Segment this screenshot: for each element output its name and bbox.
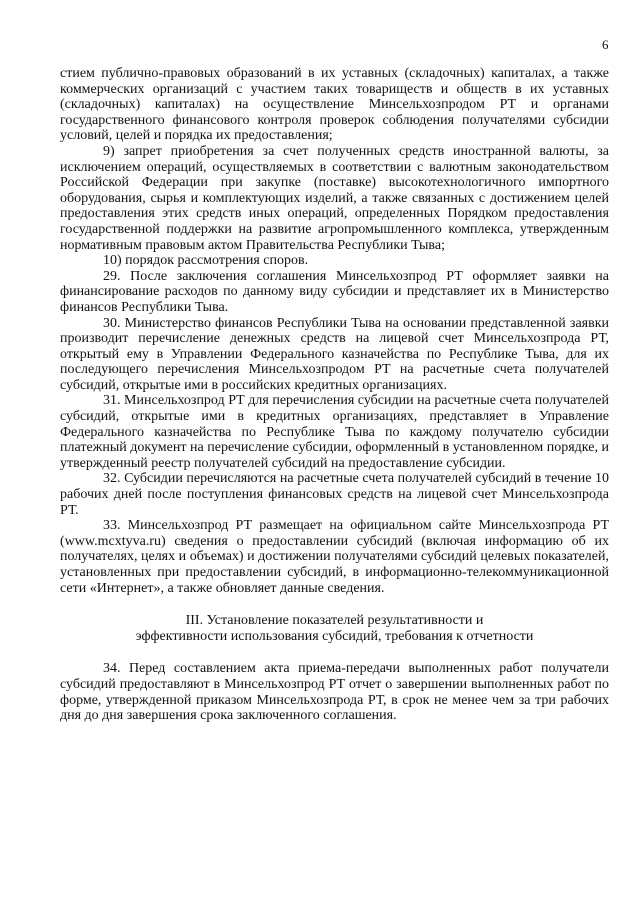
paragraph-34: 34. Перед составлением акта приема-передачи выполненных работ получатели субсидий предоставляют в Минсельхозпрод РТ отчет о завершении выполненных работ по форме, утвержденной приказом Минсельхозпрода РТ, в срок не менее чем за три рабочих дня до дня завершения срока заключенного соглашения. <box>60 661 609 724</box>
page-number: 6 <box>602 37 609 52</box>
paragraph-31: 31. Минсельхозпрод РТ для перечисления субсидии на расчетные счета получателей субсидий, открытые ими в кредитных организациях, представляет в Управление Федерального казначейства по Республике Тыва по каждому получателю субсидии платежный документ на перечисление субсидии, оформленный в установленном порядке, и утвержденный реестр получателей субсидий на предоставление субсидии. <box>60 393 609 471</box>
paragraph-30: 30. Министерство финансов Республики Тыва на основании представленной заявки производит перечисление денежных средств на лицевой счет Минсельхозпрода РТ, открытый ему в Управлении Федерального казначейства по Республике Тыва, для их последующего перечисления Минсельхозпродом РТ на расчетные счета получателей субсидий, открытые ими в российских кредитных организациях. <box>60 315 609 393</box>
paragraph-item-10: 10) порядок рассмотрения споров. <box>103 253 309 269</box>
paragraph-item-9: 9) запрет приобретения за счет полученных средств иностранной валюты, за исключением операций, осуществляемых в соответствии с валютным законодательством Российской Федерации при закупке (поставке) высокотехнологичного импортного оборудования, сырья и комплектующих изделий, а также связанных с достижением целей предоставления этих средств иных операций, определенных Порядком предоставления государственной поддержки на развитие агропромышленного комплекса, утвержденным нормативным правовым актом Правительства Республики Тыва; <box>60 143 609 253</box>
paragraph-32: 32. Субсидии перечисляются на расчетные счета получателей субсидий в течение 10 рабочих дней после поступления финансовых средств на лицевой счет Минсельхозпрода РТ. <box>60 471 609 518</box>
paragraph-29: 29. После заключения соглашения Минсельхозпрод РТ оформляет заявки на финансирование расходов по данному виду субсидии и представляет их в Министерство финансов Республики Тыва. <box>60 268 609 315</box>
section-heading-line-1: III. Установление показателей результативности и <box>185 613 484 629</box>
section-heading-line-2: эффективности использования субсидий, требования к отчетности <box>135 628 534 644</box>
paragraph-33: 33. Минсельхозпрод РТ размещает на официальном сайте Минсельхозпрода РТ (www.mcxtyva.ru) сведения о предоставлении субсидий (включая информацию об их получателях, целях и объемах) и достижении получателями субсидий целевых показателей, установленных при предоставлении субсидий, в информационно-телекоммуникационной сети «Интернет», а также обновляет данные сведения. <box>60 518 609 596</box>
section-heading <box>60 613 609 644</box>
paragraph-continuation: стием публично-правовых образований в их уставных (складочных) капиталах, а также коммерческих организаций с участием таких товариществ и обществ в их уставных (складочных) капиталах) на осуществление Минсельхозпродом РТ и органами государственного финансового контроля проверок соблюдения получателями субсидии условий, целей и порядка их предоставления; <box>60 66 609 144</box>
document-body <box>60 66 609 724</box>
